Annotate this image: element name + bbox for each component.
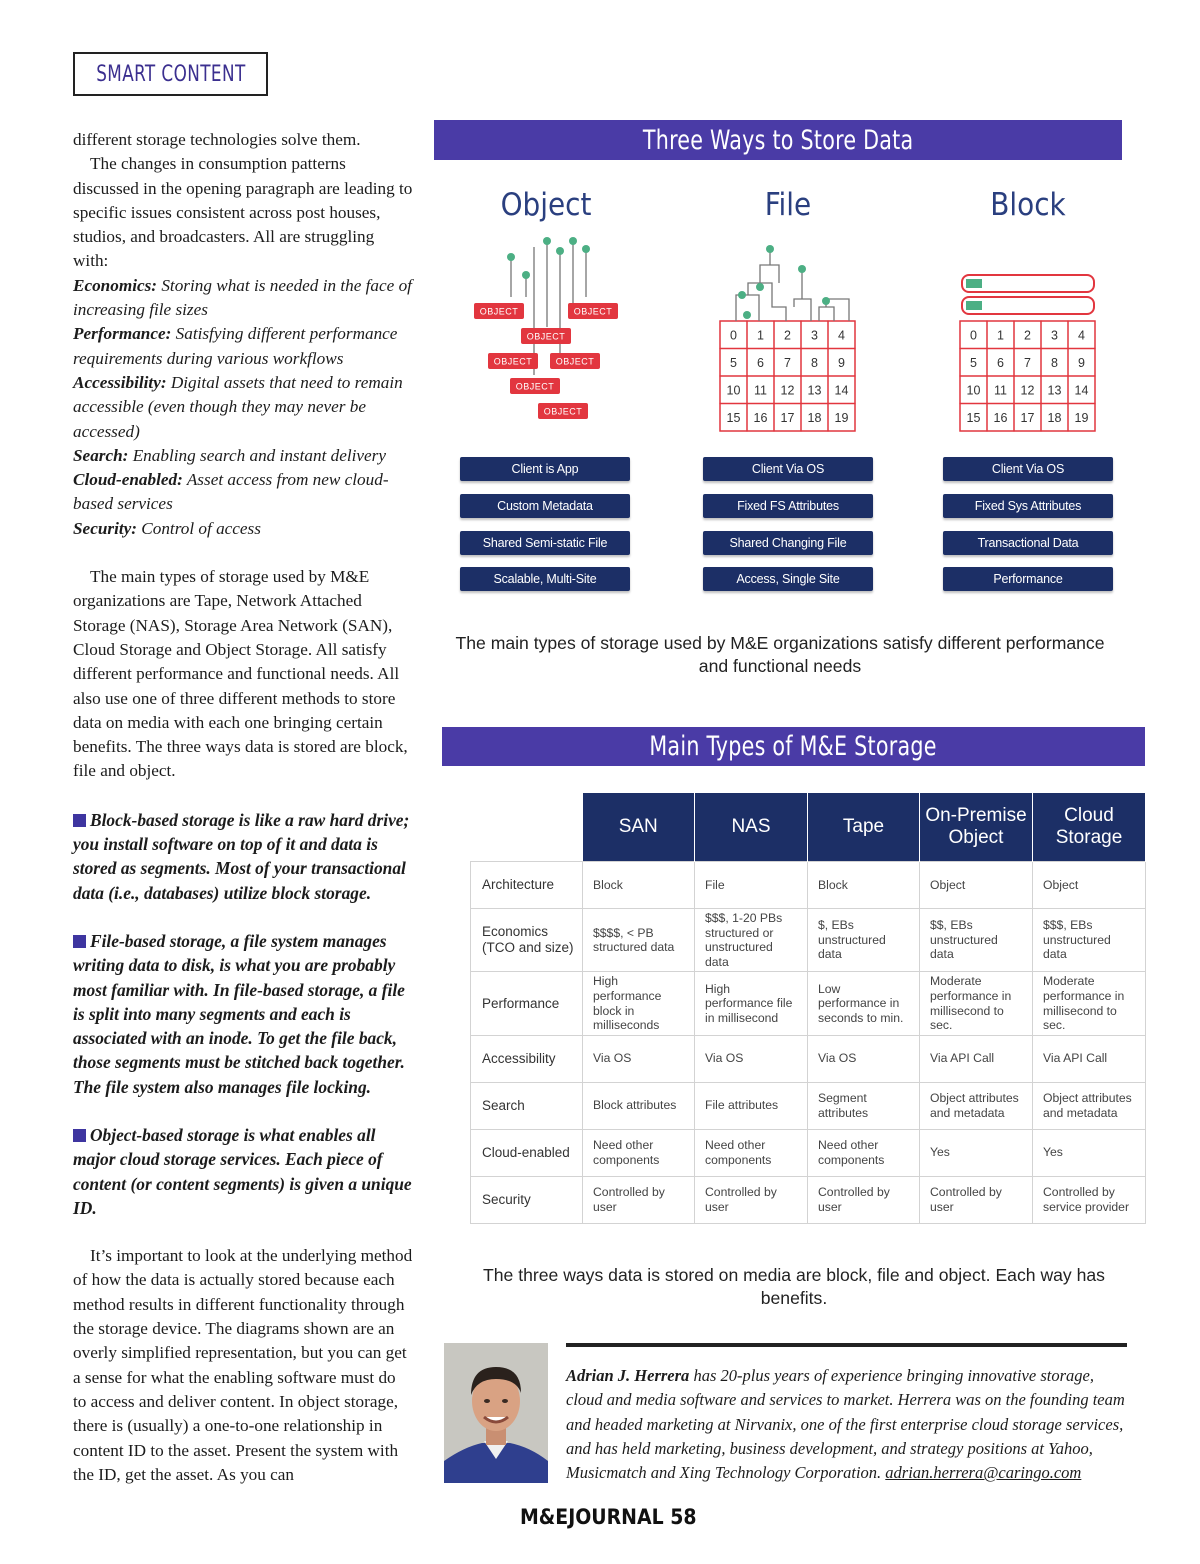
grid-number: 12 <box>780 383 795 398</box>
table-cell: Yes <box>920 1129 1033 1176</box>
heading-object: Object <box>500 187 592 223</box>
object-box-label: OBJECT <box>493 356 533 367</box>
feature-label: Fixed FS Attributes <box>703 494 873 518</box>
section-label: SMART CONTENT <box>73 52 268 96</box>
table-cell: Need other components <box>695 1129 808 1176</box>
table-cell: Object <box>1033 862 1146 909</box>
tree-node-dot <box>798 265 806 273</box>
block-bar-fill <box>966 301 982 310</box>
table-cell: Moderate performance in millisecond to sec. <box>1033 972 1146 1035</box>
paragraph-1: The changes in consumption patterns discussed in the opening paragraph are leading to specific issues consistent across post houses, studios, and broadcasters. All are struggling with: <box>73 154 413 271</box>
grid-number: 9 <box>838 355 845 370</box>
issue-description: Storing what is needed in the face of increasing file sizes <box>73 275 412 320</box>
object-box <box>510 378 560 394</box>
grid-number: 6 <box>757 355 764 370</box>
table-cell: $$, EBs unstructured data <box>920 909 1033 972</box>
author-name: Adrian J. Herrera <box>566 1366 690 1385</box>
block-diagram <box>960 275 1095 431</box>
callout-file: File-based storage, a file system manages writing data to disk, is what you are probably most familiar with. In file-based storage, a file is split into many segments and each is associated with an inode. To get the file back, those segments must be stitched back together. The file system also manages file locking. <box>73 930 405 1097</box>
column-header-san: SAN <box>583 793 695 862</box>
table-cell: High performance file in millisecond <box>695 972 808 1035</box>
issue-term: Economics: <box>73 275 158 295</box>
bio-text: has 20-plus years of experience bringing innovative storage, cloud and media software and services to market. Herrera was on the founding team and headed marketing at Nirvanix, one of the first enterprise cloud storage services, and has held marketing, business development, and strategy positions at Yahoo, Musicmatch and Xing Technology Corporation. <box>566 1366 1125 1483</box>
issue-item <box>73 322 413 371</box>
table-cell: Controlled by service provider <box>1033 1176 1146 1223</box>
table-row <box>471 1176 1146 1223</box>
grid-number: 17 <box>780 410 795 425</box>
table-corner <box>471 793 583 862</box>
tree-node-dot <box>766 245 774 253</box>
table-cell: Block <box>583 862 695 909</box>
figure2-caption: The three ways data is stored on media are block, file and object. Each way has benefits. <box>483 1265 1105 1308</box>
issue-term: Performance: <box>73 324 172 344</box>
grid-number: 16 <box>993 410 1008 425</box>
object-box-label: OBJECT <box>479 306 519 317</box>
row-header: Accessibility <box>471 1035 583 1082</box>
object-box <box>521 328 571 344</box>
intro-fragment: different storage technologies solve them. <box>73 130 361 149</box>
grid-number: 9 <box>1078 355 1085 370</box>
table-cell: Block attributes <box>583 1082 695 1129</box>
row-header: Architecture <box>471 862 583 909</box>
issue-item <box>73 444 413 468</box>
grid-number: 4 <box>1078 328 1085 343</box>
grid-number: 7 <box>1024 355 1031 370</box>
grid-number: 12 <box>1020 383 1035 398</box>
table-row <box>471 1129 1146 1176</box>
feature-label: Client is App <box>460 457 630 481</box>
grid-number: 5 <box>970 355 977 370</box>
feature-label: Custom Metadata <box>460 494 630 518</box>
table-row <box>471 862 1146 909</box>
tree-node-dot <box>756 283 764 291</box>
figure1-title-banner: Three Ways to Store Data <box>434 120 1122 160</box>
table-cell: Via OS <box>808 1035 920 1082</box>
tree-node-dot <box>582 245 590 253</box>
table-cell: Via OS <box>695 1035 808 1082</box>
grid-number: 0 <box>970 328 977 343</box>
issue-item <box>73 371 413 444</box>
issue-description: Control of access <box>141 518 261 538</box>
object-box <box>550 353 600 369</box>
grid-number: 19 <box>1074 410 1089 425</box>
row-header: Economics (TCO and size) <box>471 909 583 972</box>
object-box <box>538 403 588 419</box>
grid-number: 15 <box>966 410 981 425</box>
issue-term: Security: <box>73 518 137 538</box>
issue-list <box>73 274 413 541</box>
row-header: Security <box>471 1176 583 1223</box>
table-row <box>471 1082 1146 1129</box>
table-cell: Yes <box>1033 1129 1146 1176</box>
block-bar-fill <box>966 279 982 288</box>
object-box <box>474 303 524 319</box>
grid-number: 15 <box>726 410 741 425</box>
callout-object: Object-based storage is what enables all major cloud storage services. Each piece of content (or content segments) is given a unique ID. <box>73 1124 412 1218</box>
grid-number: 13 <box>1047 383 1062 398</box>
paragraph-3: It’s important to look at the underlying method of how the data is actually stored because each method results in different functionality through the storage device. The diagrams shown are an overly simplified representation, but you can get a sense for what the enabling software must do to access and deliver content. In object storage, there is (usually) a one-to-one relationship in content ID to the asset. Present the system with the ID, get the asset. As you can <box>73 1246 413 1484</box>
issue-item <box>73 274 413 323</box>
table-row <box>471 1035 1146 1082</box>
table-cell: Moderate performance in millisecond to sec. <box>920 972 1033 1035</box>
issue-description: Digital assets that need to remain accessible (even though they may never be accessed) <box>73 372 403 441</box>
page-number: 58 <box>670 1505 697 1529</box>
table-cell: Controlled by user <box>920 1176 1033 1223</box>
grid-number: 7 <box>784 355 791 370</box>
tree-branch <box>748 283 786 321</box>
table-cell: Object attributes and metadata <box>920 1082 1033 1129</box>
file-diagram <box>720 245 855 431</box>
table-cell: Segment attributes <box>808 1082 920 1129</box>
issue-term: Cloud-enabled: <box>73 470 183 490</box>
object-box-label: OBJECT <box>573 306 613 317</box>
figure2-title-banner: Main Types of M&E Storage <box>442 727 1145 766</box>
table-cell: $$$, EBs unstructured data <box>1033 909 1146 972</box>
table-header-row <box>471 793 1146 862</box>
feature-label: Performance <box>943 567 1113 591</box>
feature-label: Fixed Sys Attributes <box>943 494 1113 518</box>
table-cell: Object attributes and metadata <box>1033 1082 1146 1129</box>
issue-term: Accessibility: <box>73 372 167 392</box>
object-diagram <box>474 237 618 419</box>
issue-term: Search: <box>73 445 129 465</box>
author-email-link[interactable]: adrian.herrera@caringo.com <box>885 1463 1082 1483</box>
author-bio <box>566 1364 1131 1485</box>
table-cell: High performance block in milliseconds <box>583 972 695 1035</box>
grid-number: 17 <box>1020 410 1035 425</box>
grid-number: 1 <box>757 328 764 343</box>
bullet-square-icon <box>73 935 86 948</box>
column-header-tape: Tape <box>808 793 920 862</box>
feature-label: Shared Changing File <box>703 531 873 555</box>
grid-number: 13 <box>807 383 822 398</box>
row-header: Cloud-enabled <box>471 1129 583 1176</box>
table-cell: File <box>695 862 808 909</box>
grid-number: 8 <box>1051 355 1058 370</box>
figure1-caption: The main types of storage used by M&E organizations satisfy different performance and functional needs <box>455 633 1105 676</box>
page-footer <box>520 1505 697 1529</box>
feature-label: Shared Semi-static File <box>460 531 630 555</box>
tree-node-dot <box>569 237 577 245</box>
tree-node-dot <box>738 291 746 299</box>
tree-node-dot <box>743 311 751 319</box>
grid-number: 14 <box>1074 383 1089 398</box>
tree-node-dot <box>822 297 830 305</box>
table-cell: $$$$, < PB structured data <box>583 909 695 972</box>
bullet-square-icon <box>73 814 86 827</box>
heading-file: File <box>764 187 812 223</box>
grid-number: 10 <box>966 383 981 398</box>
table-cell: $, EBs unstructured data <box>808 909 920 972</box>
tree-branch <box>760 265 779 283</box>
issue-item <box>73 468 413 517</box>
table-cell: Via API Call <box>920 1035 1033 1082</box>
table-cell: Low performance in seconds to min. <box>808 972 920 1035</box>
object-box-label: OBJECT <box>526 331 566 342</box>
object-box-label: OBJECT <box>555 356 595 367</box>
column-header-nas: NAS <box>695 793 808 862</box>
feature-label: Access, Single Site <box>703 567 873 591</box>
left-column <box>73 128 413 1487</box>
grid-number: 10 <box>726 383 741 398</box>
storage-diagrams <box>434 235 1134 435</box>
issue-description: Asset access from new cloud-based services <box>73 470 389 514</box>
table-cell: Object <box>920 862 1033 909</box>
grid-number: 5 <box>730 355 737 370</box>
storage-comparison-table <box>470 793 1146 1224</box>
table-cell: Via API Call <box>1033 1035 1146 1082</box>
table-cell: Need other components <box>583 1129 695 1176</box>
issue-description: Enabling search and instant delivery <box>132 445 387 465</box>
tree-node-dot <box>556 247 564 255</box>
table-row <box>471 972 1146 1035</box>
grid-number: 16 <box>753 410 768 425</box>
grid-number: 6 <box>997 355 1004 370</box>
object-box <box>568 303 618 319</box>
feature-label: Client Via OS <box>703 457 873 481</box>
table-cell: Controlled by user <box>695 1176 808 1223</box>
journal-name: M&EJOURNAL <box>520 1505 664 1529</box>
row-header: Performance <box>471 972 583 1035</box>
table-cell: Block <box>808 862 920 909</box>
tree-node-dot <box>507 253 515 261</box>
issue-item <box>73 517 413 541</box>
grid-number: 18 <box>807 410 822 425</box>
grid-number: 11 <box>994 383 1007 398</box>
row-header: Search <box>471 1082 583 1129</box>
grid-number: 18 <box>1047 410 1062 425</box>
issue-description: Satisfying different performance requirements during various workflows <box>73 324 398 368</box>
callout-block: Block-based storage is like a raw hard drive; you install software on top of it and data is stored as segments. Most of your transactional data (i.e., databases) utilize block storage. <box>73 809 410 903</box>
grid-number: 11 <box>754 383 767 398</box>
grid-number: 3 <box>811 328 818 343</box>
table-cell: Need other components <box>808 1129 920 1176</box>
feature-label: Transactional Data <box>943 531 1113 555</box>
tree-branch <box>819 307 834 321</box>
object-box-label: OBJECT <box>543 406 583 417</box>
tree-branch <box>794 299 811 321</box>
heading-block: Block <box>990 187 1066 223</box>
feature-label: Client Via OS <box>943 457 1113 481</box>
tree-node-dot <box>522 271 530 279</box>
table-cell: File attributes <box>695 1082 808 1129</box>
grid-number: 1 <box>997 328 1004 343</box>
column-header-cloud-storage: Cloud Storage <box>1033 793 1146 862</box>
grid-number: 3 <box>1051 328 1058 343</box>
grid-number: 2 <box>1024 328 1031 343</box>
table-row <box>471 909 1146 972</box>
table-cell: Controlled by user <box>808 1176 920 1223</box>
tree-node-dot <box>543 237 551 245</box>
column-header-on-premise-object: On-Premise Object <box>920 793 1033 862</box>
table-cell: Via OS <box>583 1035 695 1082</box>
paragraph-2: The main types of storage used by M&E organizations are Tape, Network Attached Storage (NAS), Storage Area Network (SAN), Cloud Storage and Object Storage. All satisfy different performance and functional needs. All also use one of three different methods to store data on media with each one bringing certain benefits. The three ways data is stored are block, file and object. <box>73 567 408 781</box>
object-box <box>488 353 538 369</box>
grid-number: 2 <box>784 328 791 343</box>
grid-number: 14 <box>834 383 849 398</box>
feature-label: Scalable, Multi-Site <box>460 567 630 591</box>
grid-number: 19 <box>834 410 849 425</box>
grid-number: 8 <box>811 355 818 370</box>
grid-number: 4 <box>838 328 845 343</box>
table-cell: Controlled by user <box>583 1176 695 1223</box>
author-photo <box>444 1343 548 1483</box>
table-cell: $$$, 1-20 PBs structured or unstructured data <box>695 909 808 972</box>
grid-number: 0 <box>730 328 737 343</box>
bullet-square-icon <box>73 1129 86 1142</box>
bio-rule <box>566 1343 1127 1347</box>
object-box-label: OBJECT <box>515 381 555 392</box>
